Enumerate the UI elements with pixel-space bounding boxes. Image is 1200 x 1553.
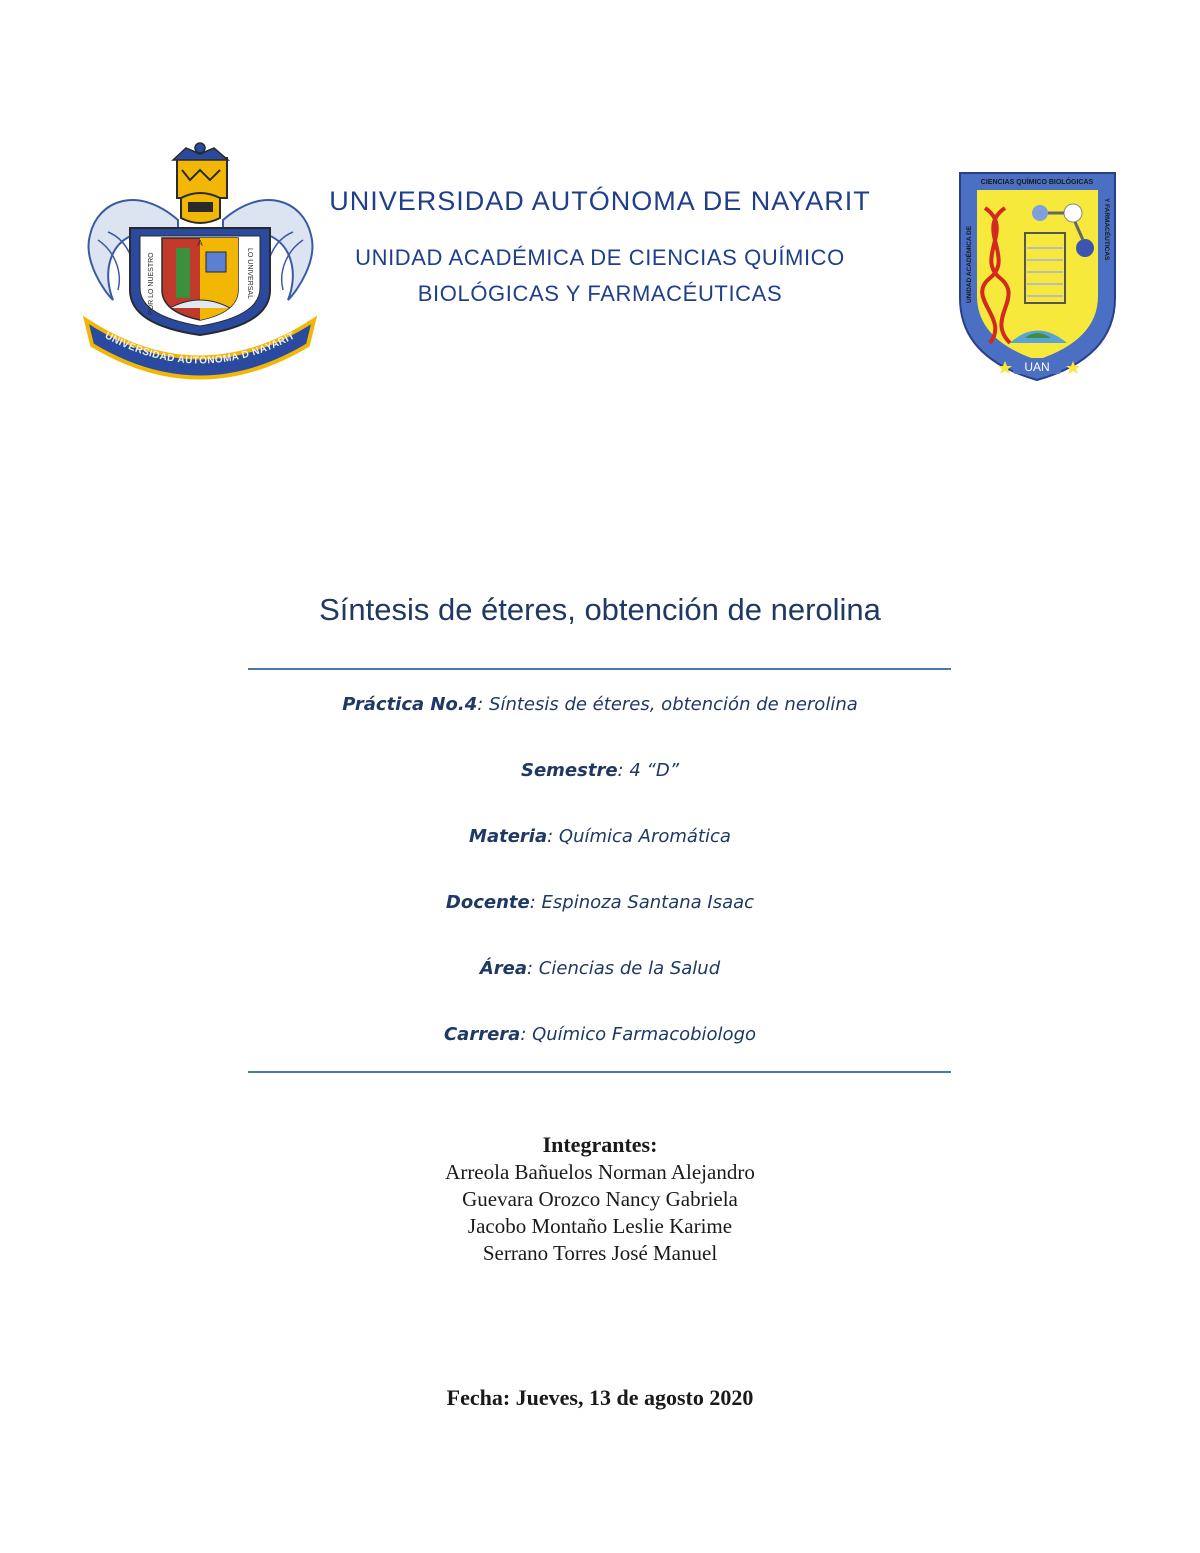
- field-carrera: Carrera: Químico Farmacobiologo: [443, 1024, 757, 1045]
- university-name: UNIVERSIDAD AUTÓNOMA DE NAYARIT: [329, 186, 871, 216]
- logo-badge-text: UAN: [1024, 360, 1050, 374]
- logo-right-text: Y FARMACÉUTICAS: [1103, 198, 1110, 261]
- seal-motto-left: POR LO NUESTRO: [148, 252, 155, 315]
- field-label: Carrera: [443, 1024, 521, 1045]
- seal-motto-right: LO UNIVERSAL: [246, 248, 253, 299]
- field-label: Docente: [445, 892, 530, 913]
- member-name: Guevara Orozco Nancy Gabriela: [462, 1187, 738, 1211]
- field-label: Materia: [469, 826, 548, 847]
- member-name: Serrano Torres José Manuel: [482, 1241, 718, 1265]
- field-area: Área: Ciencias de la Salud: [479, 958, 721, 979]
- field-label: Semestre: [520, 760, 618, 781]
- field-value: Síntesis de éteres, obtención de nerolina: [489, 694, 858, 715]
- document-title: Síntesis de éteres, obtención de nerolina: [319, 592, 881, 627]
- field-value: Ciencias de la Salud: [538, 958, 721, 979]
- members-heading: Integrantes:: [542, 1132, 658, 1157]
- divider-bottom: [248, 1071, 951, 1073]
- field-materia: Materia: Química Aromática: [469, 826, 731, 847]
- field-value: Espinoza Santana Isaac: [541, 892, 755, 913]
- logo-left-text: UNIDAD ACADÉMICA DE: [966, 225, 973, 303]
- member-name: Jacobo Montaño Leslie Karime: [467, 1214, 733, 1238]
- date-line: [0, 1385, 1200, 1411]
- seal-top-letter: A: [197, 239, 203, 248]
- field-semestre: Semestre: 4 “D”: [520, 760, 680, 781]
- seal-ribbon-text: UNIVERSIDAD AUTÓNOMA D NAYARIT: [103, 330, 298, 367]
- field-practica: Práctica No.4: Síntesis de éteres, obtención de nerolina: [342, 694, 858, 715]
- academic-unit-line2: BIOLÓGICAS Y FARMACÉUTICAS: [417, 281, 783, 306]
- member-name: Arreola Bañuelos Norman Alejandro: [445, 1160, 755, 1184]
- date-label: Fecha:: [446, 1385, 511, 1410]
- field-label: Práctica No.4: [342, 694, 478, 715]
- logo-top-text: CIENCIAS QUÍMICO BIOLÓGICAS: [980, 179, 1094, 186]
- field-label: Área: [479, 958, 527, 979]
- field-docente: Docente: Espinoza Santana Isaac: [445, 892, 755, 913]
- academic-unit-line1: UNIDAD ACADÉMICA DE CIENCIAS QUÍMICO: [355, 245, 845, 270]
- divider-top: [248, 668, 951, 670]
- field-value: 4 “D”: [629, 760, 680, 781]
- date-value: Jueves, 13 de agosto 2020: [515, 1385, 754, 1410]
- field-value: Químico Farmacobiologo: [532, 1024, 757, 1045]
- field-value: Química Aromática: [558, 826, 731, 847]
